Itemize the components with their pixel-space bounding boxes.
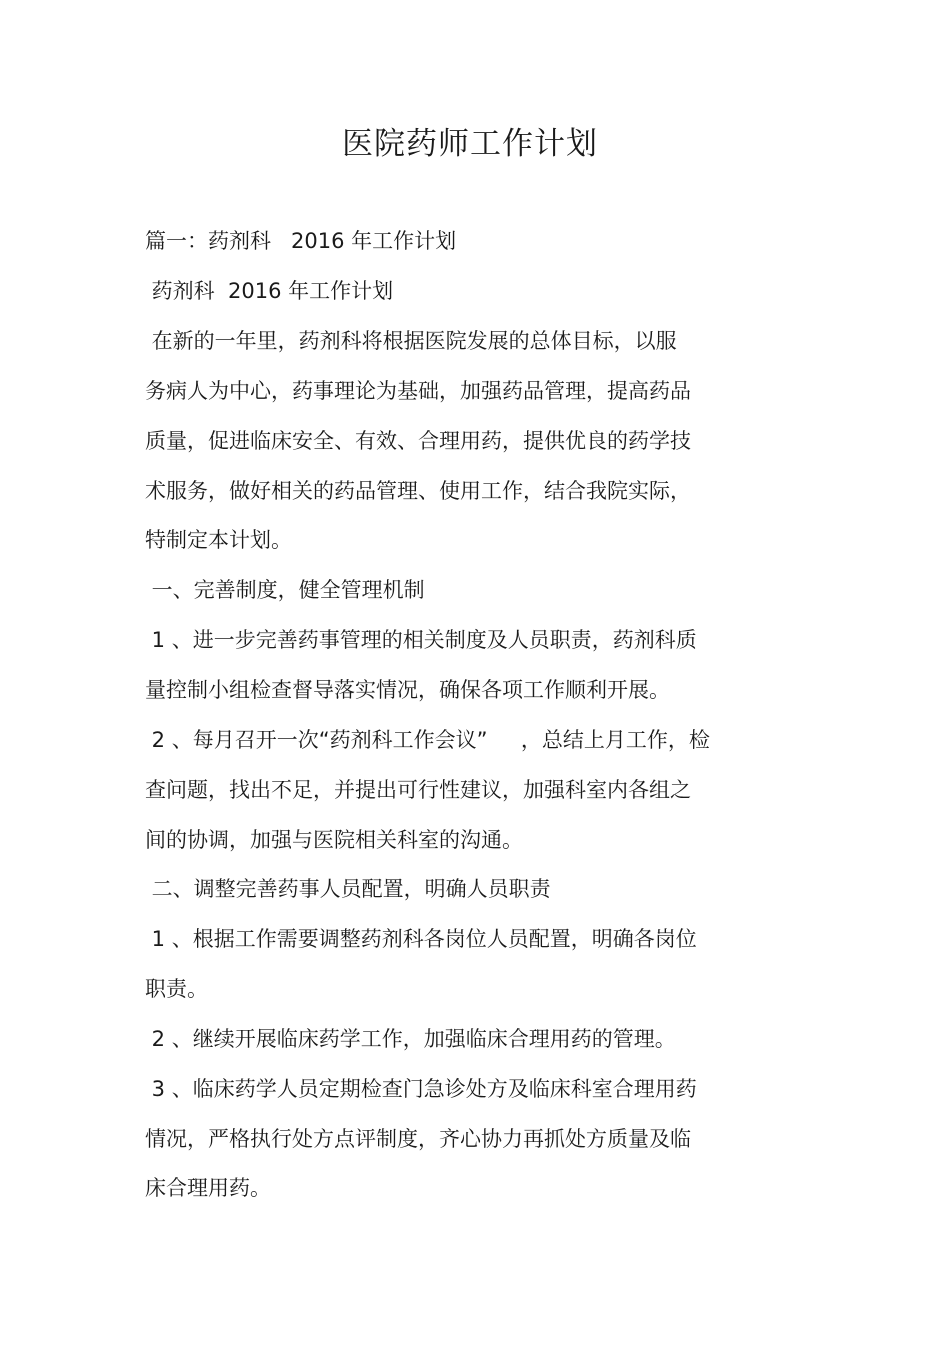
- paragraph-line: 2 、每月召开一次“药剂科工作会议” ，总结上月工作，检: [145, 728, 710, 752]
- section-heading: 篇一：药剂科 2016 年工作计划: [145, 229, 457, 253]
- paragraph-line: 2 、继续开展临床药学工作，加强临床合理用药的管理。: [145, 1027, 676, 1051]
- paragraph-line: 职责。: [145, 977, 208, 1001]
- paragraph-line: 床合理用药。: [145, 1176, 271, 1200]
- paragraph-line: 3 、临床药学人员定期检查门急诊处方及临床科室合理用药: [145, 1077, 697, 1101]
- paragraph-line: 查问题，找出不足，并提出可行性建议，加强科室内各组之: [145, 778, 691, 802]
- paragraph-line: 量控制小组检查督导落实情况，确保各项工作顺利开展。: [145, 678, 670, 702]
- document-title: 医院药师工作计划: [342, 126, 598, 162]
- paragraph-line: 务病人为中心，药事理论为基础，加强药品管理，提高药品: [145, 379, 691, 403]
- paragraph-line: 1 、进一步完善药事管理的相关制度及人员职责，药剂科质: [145, 628, 697, 652]
- paragraph-line: 特制定本计划。: [145, 528, 292, 552]
- paragraph-line: 情况，严格执行处方点评制度，齐心协力再抓处方质量及临: [145, 1127, 691, 1151]
- section-heading: 一、完善制度，健全管理机制: [145, 578, 425, 602]
- paragraph-line: 在新的一年里，药剂科将根据医院发展的总体目标，以服: [145, 329, 677, 353]
- paragraph-line: 间的协调，加强与医院相关科室的沟通。: [145, 828, 523, 852]
- paragraph-line: 1 、根据工作需要调整药剂科各岗位人员配置，明确各岗位: [145, 927, 697, 951]
- paragraph-line: 术服务，做好相关的药品管理、使用工作，结合我院实际，: [145, 479, 691, 503]
- paragraph-line: 质量，促进临床安全、有效、合理用药，提供优良的药学技: [145, 429, 691, 453]
- section-heading: 二、调整完善药事人员配置，明确人员职责: [145, 877, 551, 901]
- subheading: 药剂科 2016 年工作计划: [145, 279, 394, 303]
